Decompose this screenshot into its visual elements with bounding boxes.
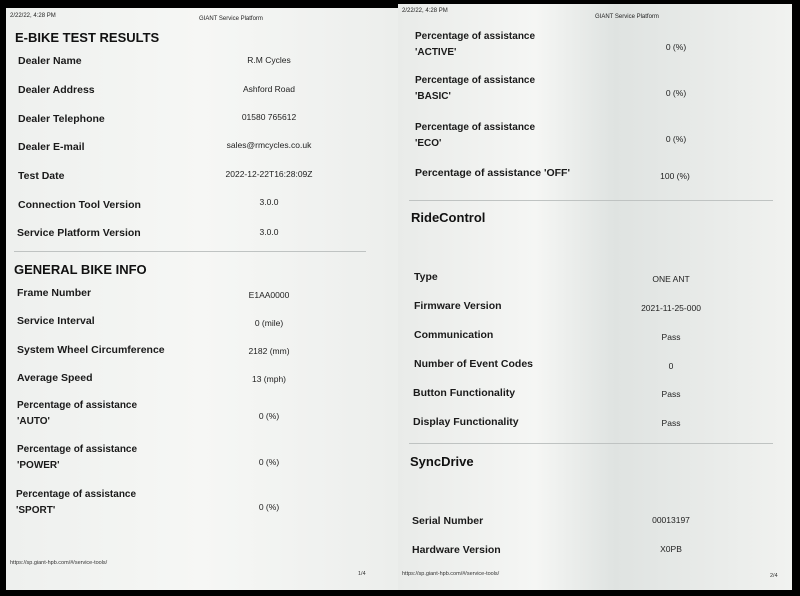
assist-auto-label-line2: 'AUTO' (17, 416, 50, 427)
serial-number-label: Serial Number (412, 515, 484, 527)
connection-tool-version-value: 3.0.0 (259, 197, 279, 207)
dealer-name-value: R.M Cycles (247, 55, 291, 65)
test-date-value: 2022-12-22T16:28:09Z (225, 169, 313, 179)
display-functionality-value: Pass (661, 418, 681, 428)
event-codes-label: Number of Event Codes (414, 358, 534, 370)
print-platform-header: GIANT Service Platform (199, 16, 263, 22)
average-speed-value: 13 (mph) (251, 374, 287, 384)
average-speed-label: Average Speed (17, 372, 93, 384)
assist-off-label: Percentage of assistance 'OFF' (415, 167, 570, 179)
assist-active-label-line1: Percentage of assistance (415, 31, 536, 42)
print-date-header: 2/22/22, 4:28 PM (10, 13, 56, 19)
serial-number-value: 00013197 (652, 515, 690, 525)
assist-basic-value: 0 (%) (665, 88, 687, 98)
dealer-name-label: Dealer Name (18, 55, 82, 67)
assist-auto-label-line1: Percentage of assistance (17, 400, 138, 411)
assist-sport-label-line2: 'SPORT' (16, 505, 56, 516)
print-date-header: 2/22/22, 4:28 PM (402, 8, 448, 14)
button-functionality-value: Pass (661, 389, 681, 399)
printed-page-2 (398, 4, 792, 590)
assist-eco-label-line2: 'ECO' (415, 138, 442, 149)
syncdrive-title: SyncDrive (410, 454, 474, 469)
assist-basic-label (415, 73, 535, 105)
assist-power-value: 0 (%) (258, 457, 280, 467)
section-divider (409, 200, 773, 201)
section-divider (409, 443, 773, 444)
footer-url: https://sp.giant-hpb.com/#/service-tools/ (402, 571, 500, 577)
wheel-circumference-value: 2182 (mm) (248, 346, 290, 356)
assist-sport-label (16, 487, 136, 519)
service-platform-version-value: 3.0.0 (259, 227, 279, 237)
assist-power-label (17, 442, 137, 474)
wheel-circumference-label: System Wheel Circumference (17, 344, 165, 356)
assist-auto-value: 0 (%) (258, 411, 280, 421)
communication-value: Pass (661, 332, 681, 342)
assist-eco-value: 0 (%) (665, 134, 687, 144)
frame-number-value: E1AA0000 (248, 290, 290, 300)
assist-power-label-line2: 'POWER' (17, 460, 60, 471)
ridecontrol-title: RideControl (411, 210, 486, 225)
firmware-version-label: Firmware Version (414, 300, 502, 312)
service-interval-value: 0 (mile) (254, 318, 284, 328)
dealer-address-value: Ashford Road (243, 84, 295, 94)
page-number: 1/4 (358, 571, 366, 577)
dealer-email-label: Dealer E-mail (18, 141, 85, 153)
printed-page-1 (6, 8, 398, 590)
dealer-telephone-value: 01580 765612 (241, 112, 297, 122)
print-platform-header: GIANT Service Platform (595, 14, 659, 20)
connection-tool-version-label: Connection Tool Version (18, 199, 141, 211)
button-functionality-label: Button Functionality (413, 387, 516, 399)
type-value: ONE ANT (652, 274, 690, 284)
section-divider (14, 251, 366, 252)
assist-auto-label (17, 398, 137, 430)
assist-basic-label-line1: Percentage of assistance (415, 75, 536, 86)
assist-off-value: 100 (%) (660, 171, 690, 181)
results-title: E-BIKE TEST RESULTS (15, 30, 160, 45)
assist-basic-label-line2: 'BASIC' (415, 91, 451, 102)
firmware-version-value: 2021-11-25-000 (641, 303, 701, 313)
dealer-email-value: sales@rmcycles.co.uk (226, 140, 312, 150)
frame-number-label: Frame Number (17, 287, 92, 299)
footer-url: https://sp.giant-hpb.com/#/service-tools/ (10, 560, 108, 566)
test-date-label: Test Date (18, 170, 65, 182)
type-label: Type (414, 271, 438, 283)
hardware-version-label: Hardware Version (412, 544, 501, 556)
display-functionality-label: Display Functionality (413, 416, 519, 428)
event-codes-value: 0 (668, 361, 674, 371)
assist-sport-value: 0 (%) (258, 502, 280, 512)
dealer-address-label: Dealer Address (18, 84, 95, 96)
assist-eco-label (415, 120, 535, 152)
assist-power-label-line1: Percentage of assistance (17, 444, 138, 455)
assist-active-value: 0 (%) (665, 42, 687, 52)
assist-active-label-line2: 'ACTIVE' (415, 47, 457, 58)
dealer-telephone-label: Dealer Telephone (18, 113, 105, 125)
service-platform-version-label: Service Platform Version (17, 227, 141, 239)
hardware-version-value: X0PB (660, 544, 682, 554)
assist-sport-label-line1: Percentage of assistance (16, 489, 137, 500)
assist-active-label (415, 29, 535, 61)
general-bike-info-title: GENERAL BIKE INFO (14, 262, 147, 277)
page-number: 2/4 (770, 573, 778, 579)
communication-label: Communication (414, 329, 494, 341)
service-interval-label: Service Interval (17, 315, 95, 327)
assist-eco-label-line1: Percentage of assistance (415, 122, 536, 133)
